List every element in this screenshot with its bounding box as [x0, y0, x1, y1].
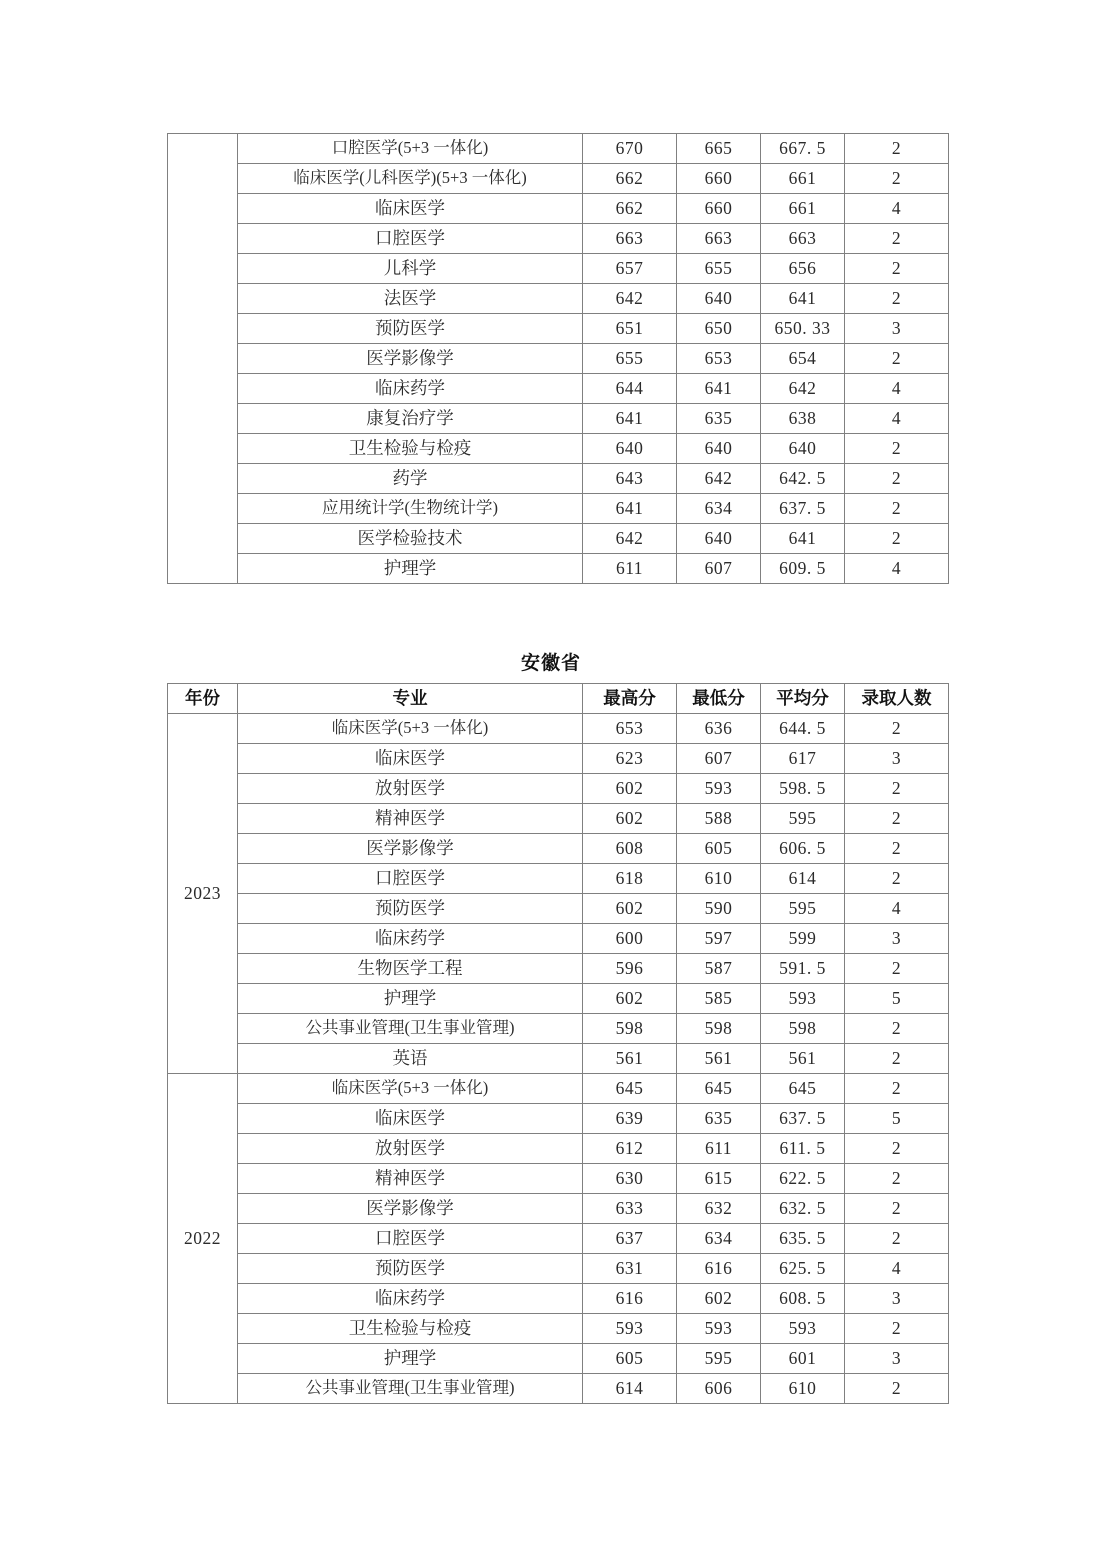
cell-admitted-count: 2 [845, 1194, 949, 1224]
cell-admitted-count: 4 [845, 1254, 949, 1284]
cell-admitted-count: 3 [845, 1344, 949, 1374]
cell-admitted-count: 2 [845, 714, 949, 744]
cell-admitted-count: 4 [845, 554, 949, 584]
cell-avg-score: 632. 5 [761, 1194, 845, 1224]
table-row [168, 1314, 949, 1344]
column-header-count: 录取人数 [845, 684, 949, 714]
cell-avg-score: 656 [761, 254, 845, 284]
cell-min-score: 642 [677, 464, 761, 494]
table-row [168, 434, 949, 464]
cell-min-score: 611 [677, 1134, 761, 1164]
cell-admitted-count: 2 [845, 1314, 949, 1344]
table-row [168, 1074, 949, 1104]
cell-admitted-count: 2 [845, 254, 949, 284]
cell-max-score: 662 [583, 164, 677, 194]
column-header-min: 最低分 [677, 684, 761, 714]
cell-admitted-count: 2 [845, 1224, 949, 1254]
cell-year [168, 134, 238, 584]
cell-min-score: 585 [677, 984, 761, 1014]
cell-major: 临床医学 [238, 1104, 583, 1134]
table-row [168, 864, 949, 894]
column-header-year: 年份 [168, 684, 238, 714]
cell-max-score: 641 [583, 494, 677, 524]
cell-avg-score: 591. 5 [761, 954, 845, 984]
cell-avg-score: 599 [761, 924, 845, 954]
cell-year: 2022 [168, 1074, 238, 1404]
cell-max-score: 618 [583, 864, 677, 894]
cell-avg-score: 667. 5 [761, 134, 845, 164]
cell-max-score: 614 [583, 1374, 677, 1404]
cell-major: 临床医学(儿科医学)(5+3 一体化) [238, 164, 583, 194]
table-row [168, 894, 949, 924]
cell-admitted-count: 2 [845, 164, 949, 194]
table-two-body [168, 714, 949, 1404]
cell-major: 放射医学 [238, 774, 583, 804]
cell-min-score: 634 [677, 1224, 761, 1254]
cell-avg-score: 642 [761, 374, 845, 404]
cell-max-score: 602 [583, 894, 677, 924]
table-row [168, 804, 949, 834]
cell-major: 临床医学 [238, 744, 583, 774]
cell-max-score: 596 [583, 954, 677, 984]
cell-major: 护理学 [238, 984, 583, 1014]
cell-max-score: 593 [583, 1314, 677, 1344]
cell-max-score: 605 [583, 1344, 677, 1374]
cell-admitted-count: 2 [845, 804, 949, 834]
cell-avg-score: 610 [761, 1374, 845, 1404]
cell-avg-score: 642. 5 [761, 464, 845, 494]
cell-admitted-count: 2 [845, 284, 949, 314]
cell-min-score: 602 [677, 1284, 761, 1314]
cell-major: 临床医学(5+3 一体化) [238, 714, 583, 744]
cell-min-score: 607 [677, 744, 761, 774]
cell-major: 临床药学 [238, 924, 583, 954]
cell-min-score: 595 [677, 1344, 761, 1374]
cell-avg-score: 663 [761, 224, 845, 254]
cell-admitted-count: 2 [845, 1134, 949, 1164]
cell-max-score: 633 [583, 1194, 677, 1224]
cell-max-score: 608 [583, 834, 677, 864]
column-header-max: 最高分 [583, 684, 677, 714]
cell-admitted-count: 3 [845, 314, 949, 344]
cell-max-score: 611 [583, 554, 677, 584]
table-row [168, 744, 949, 774]
cell-admitted-count: 2 [845, 834, 949, 864]
cell-avg-score: 593 [761, 1314, 845, 1344]
cell-max-score: 639 [583, 1104, 677, 1134]
cell-min-score: 607 [677, 554, 761, 584]
cell-min-score: 636 [677, 714, 761, 744]
cell-min-score: 634 [677, 494, 761, 524]
cell-admitted-count: 5 [845, 984, 949, 1014]
cell-major: 医学影像学 [238, 344, 583, 374]
cell-avg-score: 609. 5 [761, 554, 845, 584]
table-row [168, 134, 949, 164]
cell-max-score: 655 [583, 344, 677, 374]
cell-major: 精神医学 [238, 1164, 583, 1194]
cell-avg-score: 644. 5 [761, 714, 845, 744]
cell-major: 护理学 [238, 1344, 583, 1374]
cell-avg-score: 614 [761, 864, 845, 894]
table-row [168, 554, 949, 584]
cell-major: 放射医学 [238, 1134, 583, 1164]
cell-major: 法医学 [238, 284, 583, 314]
admission-score-table-continued [167, 133, 949, 584]
cell-major: 精神医学 [238, 804, 583, 834]
cell-major: 儿科学 [238, 254, 583, 284]
table-row [168, 314, 949, 344]
cell-admitted-count: 2 [845, 1164, 949, 1194]
cell-admitted-count: 4 [845, 194, 949, 224]
cell-max-score: 653 [583, 714, 677, 744]
cell-avg-score: 561 [761, 1044, 845, 1074]
cell-max-score: 616 [583, 1284, 677, 1314]
cell-avg-score: 638 [761, 404, 845, 434]
cell-max-score: 602 [583, 984, 677, 1014]
cell-major: 临床药学 [238, 1284, 583, 1314]
cell-min-score: 663 [677, 224, 761, 254]
cell-max-score: 645 [583, 1074, 677, 1104]
cell-min-score: 650 [677, 314, 761, 344]
cell-min-score: 641 [677, 374, 761, 404]
cell-max-score: 600 [583, 924, 677, 954]
cell-min-score: 590 [677, 894, 761, 924]
cell-max-score: 663 [583, 224, 677, 254]
cell-major: 口腔医学 [238, 864, 583, 894]
cell-major: 口腔医学 [238, 224, 583, 254]
cell-max-score: 602 [583, 804, 677, 834]
cell-avg-score: 598 [761, 1014, 845, 1044]
cell-max-score: 623 [583, 744, 677, 774]
cell-admitted-count: 3 [845, 924, 949, 954]
cell-major: 预防医学 [238, 314, 583, 344]
cell-major: 药学 [238, 464, 583, 494]
cell-avg-score: 654 [761, 344, 845, 374]
cell-max-score: 644 [583, 374, 677, 404]
cell-avg-score: 611. 5 [761, 1134, 845, 1164]
cell-max-score: 642 [583, 524, 677, 554]
cell-admitted-count: 2 [845, 434, 949, 464]
cell-max-score: 642 [583, 284, 677, 314]
table-row [168, 1104, 949, 1134]
admission-score-table-anhui [167, 683, 949, 1404]
table-row [168, 1134, 949, 1164]
cell-avg-score: 625. 5 [761, 1254, 845, 1284]
cell-min-score: 593 [677, 1314, 761, 1344]
cell-max-score: 640 [583, 434, 677, 464]
cell-avg-score: 595 [761, 894, 845, 924]
cell-admitted-count: 3 [845, 1284, 949, 1314]
table-row [168, 1344, 949, 1374]
province-title-text: 安徽省 [520, 653, 581, 674]
cell-min-score: 597 [677, 924, 761, 954]
table-row [168, 494, 949, 524]
cell-max-score: 670 [583, 134, 677, 164]
cell-admitted-count: 2 [845, 494, 949, 524]
table-row [168, 1164, 949, 1194]
cell-major: 公共事业管理(卫生事业管理) [238, 1374, 583, 1404]
table-two-header [168, 684, 949, 714]
table-row [168, 224, 949, 254]
cell-major: 口腔医学(5+3 一体化) [238, 134, 583, 164]
cell-min-score: 588 [677, 804, 761, 834]
cell-min-score: 665 [677, 134, 761, 164]
cell-major: 临床医学(5+3 一体化) [238, 1074, 583, 1104]
table-row [168, 954, 949, 984]
table-row [168, 464, 949, 494]
cell-min-score: 587 [677, 954, 761, 984]
table-row [168, 284, 949, 314]
cell-min-score: 655 [677, 254, 761, 284]
cell-avg-score: 635. 5 [761, 1224, 845, 1254]
cell-admitted-count: 5 [845, 1104, 949, 1134]
cell-min-score: 660 [677, 164, 761, 194]
cell-admitted-count: 2 [845, 774, 949, 804]
table-row [168, 164, 949, 194]
column-header-major: 专业 [238, 684, 583, 714]
cell-avg-score: 598. 5 [761, 774, 845, 804]
table-row [168, 984, 949, 1014]
cell-avg-score: 641 [761, 524, 845, 554]
table-row [168, 774, 949, 804]
cell-major: 公共事业管理(卫生事业管理) [238, 1014, 583, 1044]
cell-major: 临床药学 [238, 374, 583, 404]
cell-min-score: 653 [677, 344, 761, 374]
table-row [168, 404, 949, 434]
cell-min-score: 615 [677, 1164, 761, 1194]
cell-avg-score: 661 [761, 164, 845, 194]
cell-admitted-count: 2 [845, 1374, 949, 1404]
cell-min-score: 606 [677, 1374, 761, 1404]
cell-admitted-count: 2 [845, 864, 949, 894]
table-row [168, 344, 949, 374]
cell-major: 医学影像学 [238, 1194, 583, 1224]
table-row [168, 1374, 949, 1404]
cell-admitted-count: 4 [845, 404, 949, 434]
cell-major: 康复治疗学 [238, 404, 583, 434]
cell-avg-score: 637. 5 [761, 494, 845, 524]
cell-avg-score: 595 [761, 804, 845, 834]
table-one-container [167, 133, 949, 584]
cell-major: 护理学 [238, 554, 583, 584]
cell-major: 应用统计学(生物统计学) [238, 494, 583, 524]
cell-avg-score: 661 [761, 194, 845, 224]
cell-min-score: 635 [677, 404, 761, 434]
cell-avg-score: 608. 5 [761, 1284, 845, 1314]
table-row [168, 1254, 949, 1284]
table-row [168, 254, 949, 284]
cell-admitted-count: 2 [845, 954, 949, 984]
cell-max-score: 641 [583, 404, 677, 434]
cell-avg-score: 641 [761, 284, 845, 314]
cell-max-score: 602 [583, 774, 677, 804]
cell-min-score: 640 [677, 434, 761, 464]
cell-min-score: 593 [677, 774, 761, 804]
cell-min-score: 632 [677, 1194, 761, 1224]
table-row [168, 1014, 949, 1044]
cell-max-score: 657 [583, 254, 677, 284]
cell-major: 英语 [238, 1044, 583, 1074]
column-header-avg: 平均分 [761, 684, 845, 714]
cell-admitted-count: 4 [845, 374, 949, 404]
cell-major: 生物医学工程 [238, 954, 583, 984]
cell-min-score: 605 [677, 834, 761, 864]
cell-admitted-count: 4 [845, 894, 949, 924]
table-row [168, 194, 949, 224]
cell-avg-score: 606. 5 [761, 834, 845, 864]
cell-admitted-count: 3 [845, 744, 949, 774]
cell-max-score: 651 [583, 314, 677, 344]
cell-avg-score: 645 [761, 1074, 845, 1104]
cell-avg-score: 640 [761, 434, 845, 464]
cell-admitted-count: 2 [845, 464, 949, 494]
cell-min-score: 598 [677, 1014, 761, 1044]
cell-admitted-count: 2 [845, 224, 949, 254]
table-row [168, 834, 949, 864]
cell-admitted-count: 2 [845, 524, 949, 554]
province-title [0, 648, 1102, 675]
table-row [168, 524, 949, 554]
cell-admitted-count: 2 [845, 344, 949, 374]
table-row [168, 1044, 949, 1074]
table-row [168, 714, 949, 744]
table-row [168, 1284, 949, 1314]
cell-max-score: 643 [583, 464, 677, 494]
cell-min-score: 640 [677, 284, 761, 314]
table-row [168, 924, 949, 954]
table-two-container [167, 683, 949, 1404]
cell-avg-score: 617 [761, 744, 845, 774]
cell-max-score: 598 [583, 1014, 677, 1044]
cell-min-score: 640 [677, 524, 761, 554]
cell-major: 卫生检验与检疫 [238, 1314, 583, 1344]
cell-min-score: 645 [677, 1074, 761, 1104]
cell-major: 预防医学 [238, 1254, 583, 1284]
cell-max-score: 612 [583, 1134, 677, 1164]
cell-major: 医学影像学 [238, 834, 583, 864]
table-header-row [168, 684, 949, 714]
cell-avg-score: 650. 33 [761, 314, 845, 344]
cell-max-score: 561 [583, 1044, 677, 1074]
cell-min-score: 610 [677, 864, 761, 894]
cell-avg-score: 601 [761, 1344, 845, 1374]
cell-admitted-count: 2 [845, 1074, 949, 1104]
cell-min-score: 635 [677, 1104, 761, 1134]
table-row [168, 1224, 949, 1254]
cell-major: 医学检验技术 [238, 524, 583, 554]
cell-min-score: 616 [677, 1254, 761, 1284]
cell-avg-score: 593 [761, 984, 845, 1014]
table-row [168, 1194, 949, 1224]
cell-max-score: 631 [583, 1254, 677, 1284]
cell-major: 口腔医学 [238, 1224, 583, 1254]
cell-admitted-count: 2 [845, 1014, 949, 1044]
cell-admitted-count: 2 [845, 134, 949, 164]
cell-max-score: 637 [583, 1224, 677, 1254]
cell-avg-score: 637. 5 [761, 1104, 845, 1134]
cell-major: 临床医学 [238, 194, 583, 224]
cell-min-score: 660 [677, 194, 761, 224]
table-row [168, 374, 949, 404]
cell-avg-score: 622. 5 [761, 1164, 845, 1194]
cell-major: 卫生检验与检疫 [238, 434, 583, 464]
cell-min-score: 561 [677, 1044, 761, 1074]
cell-year: 2023 [168, 714, 238, 1074]
cell-major: 预防医学 [238, 894, 583, 924]
table-one-body [168, 134, 949, 584]
cell-max-score: 630 [583, 1164, 677, 1194]
cell-admitted-count: 2 [845, 1044, 949, 1074]
cell-max-score: 662 [583, 194, 677, 224]
